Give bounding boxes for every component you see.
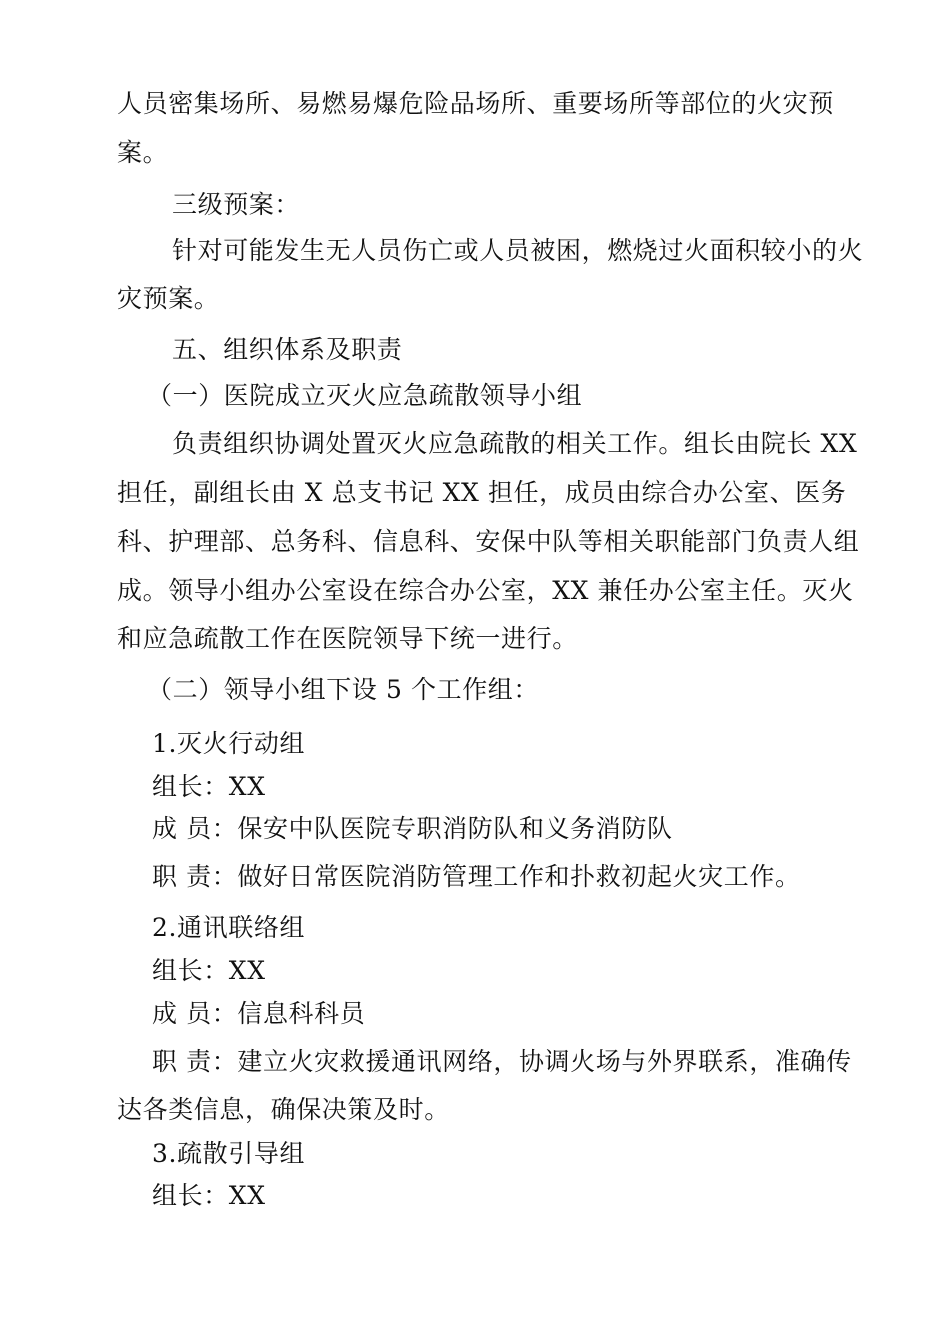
group-duty: 职 责：做好日常医院消防管理工作和扑救初起火灾工作。 (152, 862, 801, 891)
paragraph-line: 人员密集场所、易燃易爆危险品场所、重要场所等部位的火灾预 (117, 89, 834, 118)
section-heading: 五、组织体系及职责 (172, 335, 403, 364)
paragraph-line: 和应急疏散工作在医院领导下统一进行。 (117, 624, 578, 653)
paragraph-line: 案。 (117, 138, 169, 167)
paragraph-line: 成。领导小组办公室设在综合办公室，XX 兼任办公室主任。灭火 (117, 576, 854, 605)
paragraph-line: 针对可能发生无人员伤亡或人员被困，燃烧过火面积较小的火 (172, 236, 864, 265)
group-title: 2.通讯联络组 (152, 913, 306, 942)
group-leader: 组长：XX (152, 956, 266, 985)
group-duty: 达各类信息，确保决策及时。 (117, 1095, 450, 1124)
section-label: 三级预案： (172, 190, 301, 219)
subsection-heading: （一）医院成立灭火应急疏散领导小组 (147, 381, 583, 410)
group-members: 成 员：信息科科员 (152, 999, 366, 1028)
paragraph-line: 担任，副组长由 X 总支书记 XX 担任，成员由综合办公室、医务 (117, 478, 847, 507)
paragraph-line: 灾预案。 (117, 284, 220, 313)
group-members: 成 员：保安中队医院专职消防队和义务消防队 (152, 814, 673, 843)
group-leader: 组长：XX (152, 772, 266, 801)
group-title: 3.疏散引导组 (152, 1139, 306, 1168)
group-title: 1.灭火行动组 (152, 729, 306, 758)
paragraph-line: 科、护理部、总务科、信息科、安保中队等相关职能部门负责人组 (117, 527, 860, 556)
group-leader: 组长：XX (152, 1181, 266, 1210)
subsection-heading: （二）领导小组下设 5 个工作组： (147, 675, 540, 704)
paragraph-line: 负责组织协调处置灭火应急疏散的相关工作。组长由院长 XX (172, 429, 858, 458)
group-duty: 职 责：建立火灾救援通讯网络，协调火场与外界联系，准确传 (152, 1047, 852, 1076)
